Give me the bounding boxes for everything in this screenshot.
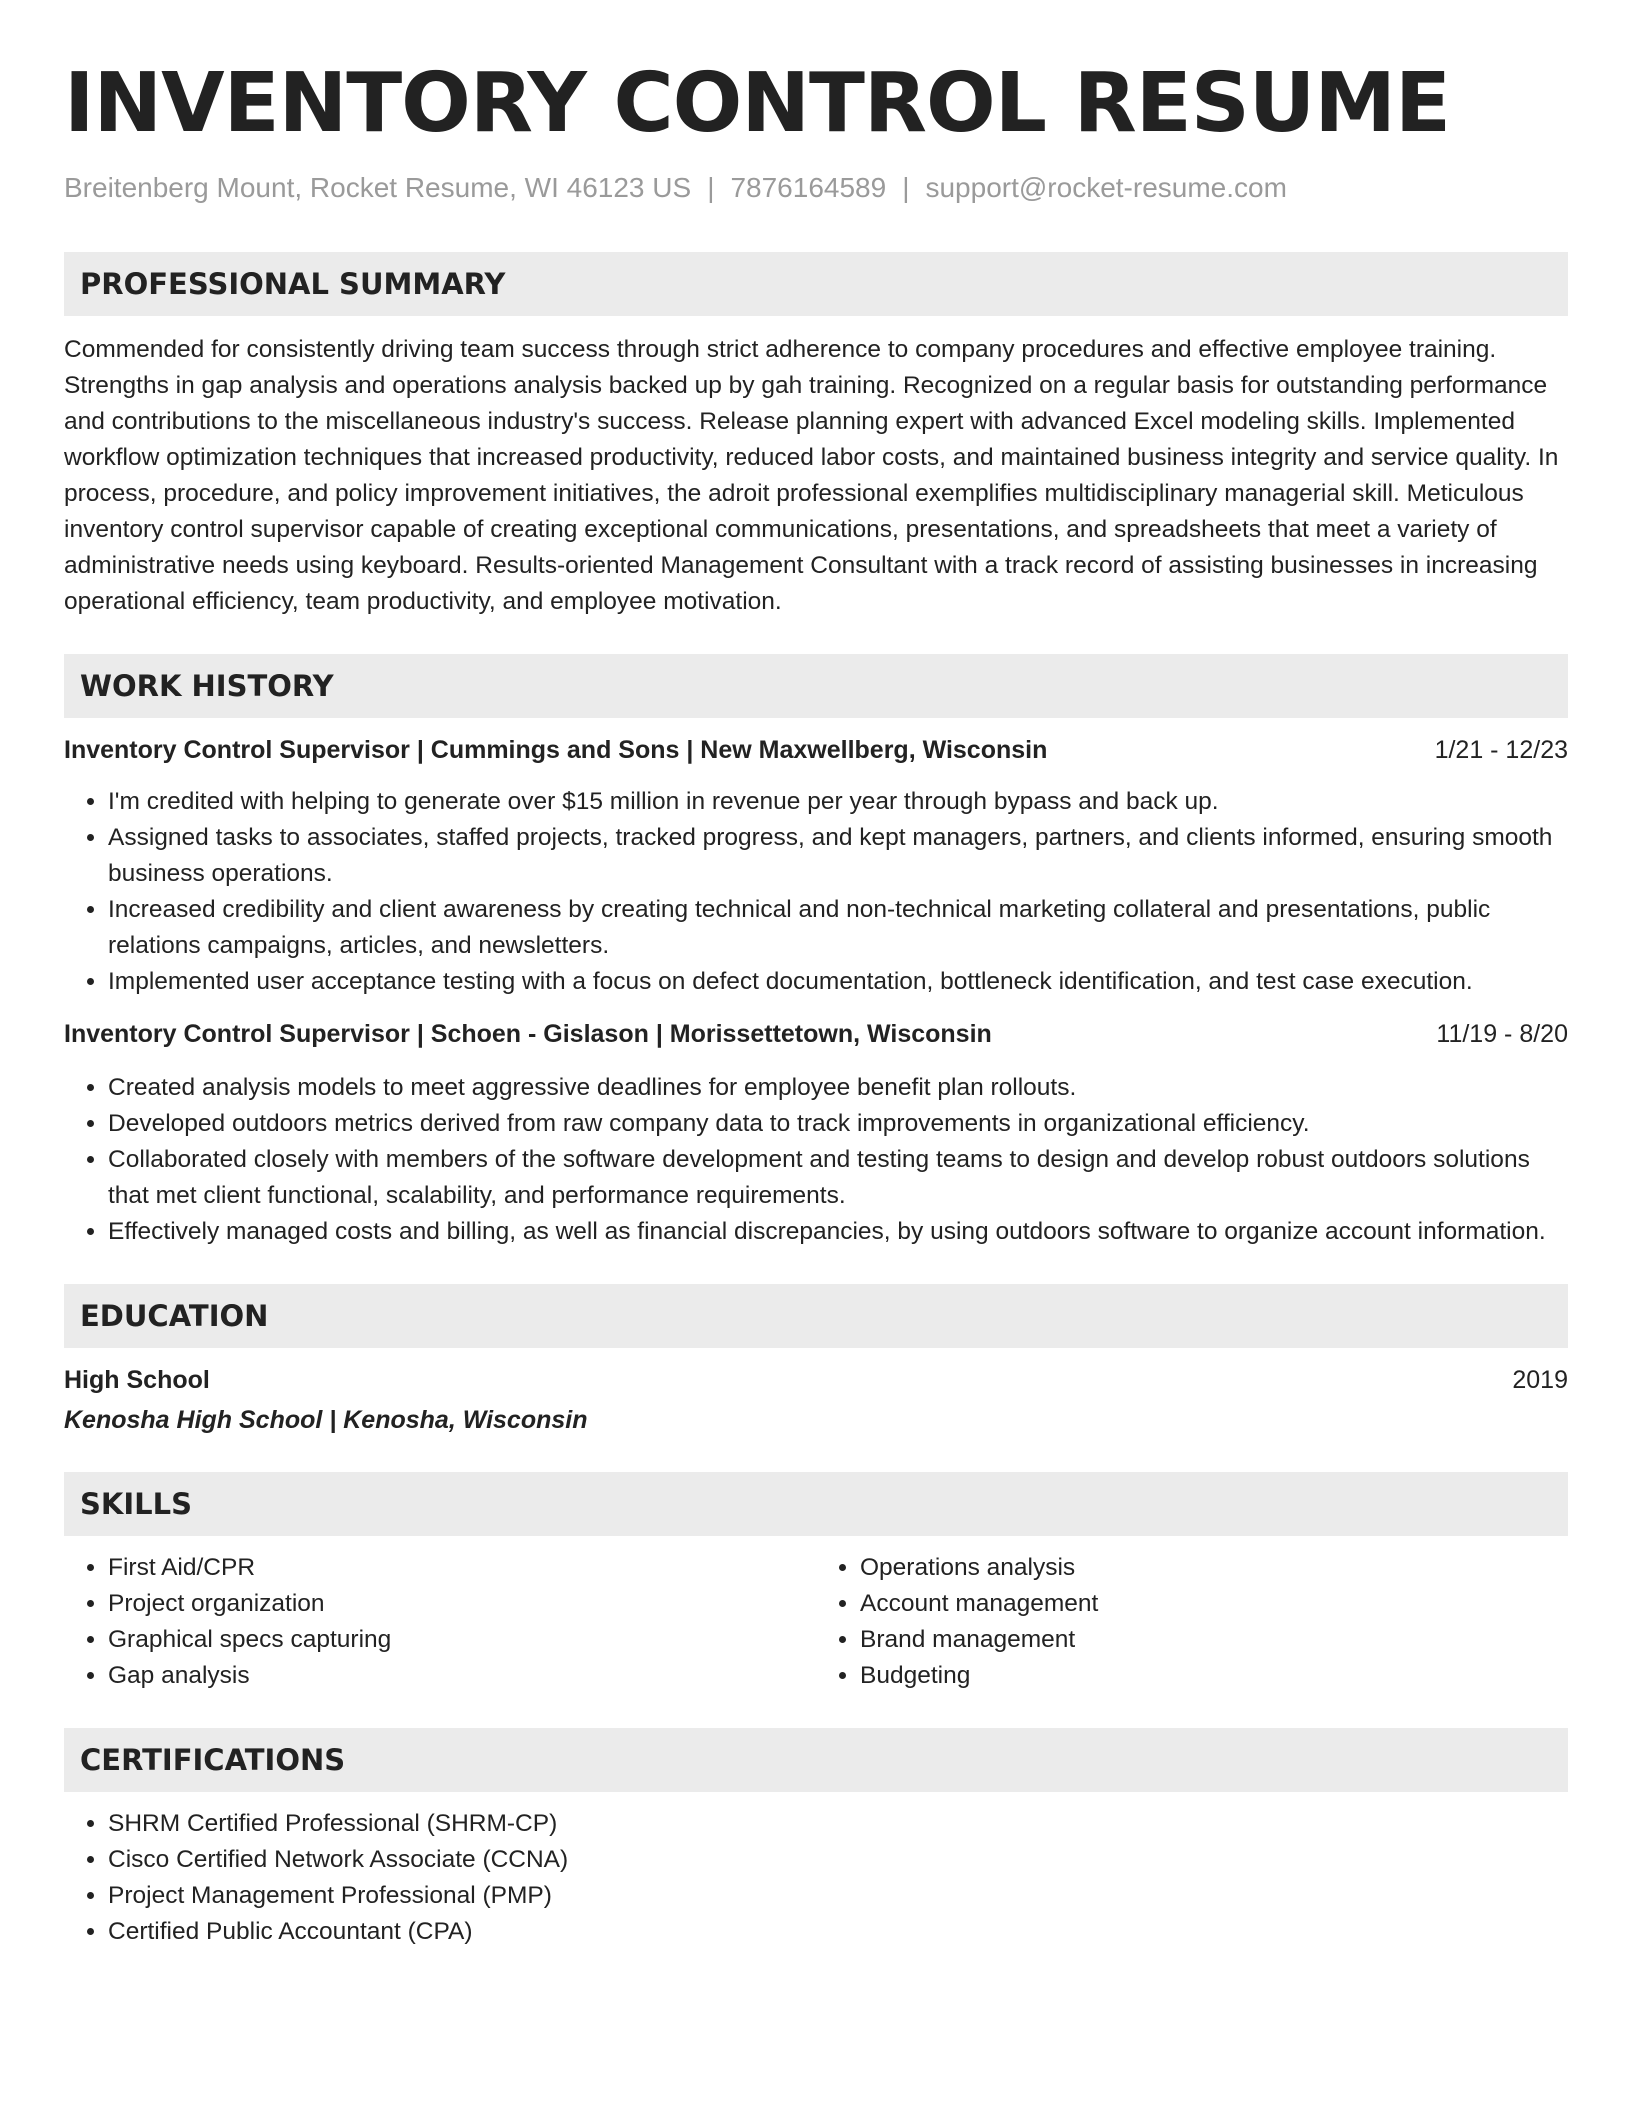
contact-line [64,170,1568,206]
section-heading-education: EDUCATION [64,1284,1568,1348]
job-dates: 1/21 - 12/23 [1434,736,1568,764]
education-degree: High School [64,1366,210,1394]
contact-email: support@rocket-resume.com [925,172,1287,203]
skill-item: • Project organization [108,1586,816,1622]
education-year: 2019 [1512,1366,1568,1394]
job-bullet: • Developed outdoors metrics derived from raw company data to track improvements in organizational efficiency. [108,1106,1568,1142]
skills-list-right [816,1550,1568,1694]
job-bullet: • Collaborated closely with members of the software development and testing teams to design and develop robust outdoors solutions that met client functional, scalability, and performance requirements. [108,1142,1568,1214]
skill-item: • Brand management [860,1622,1568,1658]
section-heading-work-history: WORK HISTORY [64,654,1568,718]
resume-title: INVENTORY CONTROL RESUME [64,56,1450,151]
skill-item: • Account management [860,1586,1568,1622]
job-header [64,1016,1568,1052]
job-bullet: • Implemented user acceptance testing with a focus on defect documentation, bottleneck identification, and test case execution. [108,964,1568,1000]
education-school: Kenosha High School | Kenosha, Wisconsin [64,1406,588,1434]
education-header [64,1362,1568,1398]
contact-separator: | [707,172,715,203]
job-title: Inventory Control Supervisor | Cummings and Sons | New Maxwellberg, Wisconsin [64,736,1048,764]
job-entry [64,1016,1568,1250]
certifications-list [64,1806,1568,1950]
job-bullet: • I'm credited with helping to generate over $15 million in revenue per year through bypass and back up. [108,784,1568,820]
skills-list-left [64,1550,816,1694]
summary-text: Commended for consistently driving team success through strict adherence to company procedures and effective employee training. Strengths in gap analysis and operations analysis backed up by gah training. Recognized on a regular basis for outstanding performance and contributions to the miscellaneous industry's success. Release planning expert with advanced Excel modeling skills. Implemented workflow optimization techniques that increased productivity, reduced labor costs, and maintained business integrity and service quality. In process, procedure, and policy improvement initiatives, the adroit professional exemplifies multidisciplinary managerial skill. Meticulous inventory control supervisor capable of creating exceptional communications, presentations, and spreadsheets that meet a variety of administrative needs using keyboard. Results-oriented Management Consultant with a track record of assisting businesses in increasing operational efficiency, team productivity, and employee motivation. [64,336,1559,615]
section-heading-summary: PROFESSIONAL SUMMARY [64,252,1568,316]
job-bullets [64,1070,1568,1250]
contact-separator: | [902,172,910,203]
section-heading-skills: SKILLS [64,1472,1568,1536]
job-entry [64,732,1568,1000]
job-dates: 11/19 - 8/20 [1436,1020,1568,1048]
certification-item: • SHRM Certified Professional (SHRM-CP) [108,1806,1568,1842]
job-bullets [64,784,1568,1000]
skill-item: • Budgeting [860,1658,1568,1694]
skill-item: • Gap analysis [108,1658,816,1694]
certification-item: • Certified Public Accountant (CPA) [108,1914,1568,1950]
job-header [64,732,1568,768]
skill-item: • First Aid/CPR [108,1550,816,1586]
contact-address: Breitenberg Mount, Rocket Resume, WI 46123 US [64,172,692,203]
job-bullet: • Created analysis models to meet aggressive deadlines for employee benefit plan rollouts. [108,1070,1568,1106]
job-bullet: • Effectively managed costs and billing, as well as financial discrepancies, by using outdoors software to organize account information. [108,1214,1568,1250]
certification-item: • Project Management Professional (PMP) [108,1878,1568,1914]
skills-grid [64,1550,1568,1694]
contact-phone: 7876164589 [730,172,887,203]
skill-item: • Operations analysis [860,1550,1568,1586]
job-title: Inventory Control Supervisor | Schoen - Gislason | Morissettetown, Wisconsin [64,1020,992,1048]
certification-item: • Cisco Certified Network Associate (CCNA) [108,1842,1568,1878]
job-bullet: • Increased credibility and client awareness by creating technical and non-technical marketing collateral and presentations, public relations campaigns, articles, and newsletters. [108,892,1568,964]
job-bullet: • Assigned tasks to associates, staffed projects, tracked progress, and kept managers, partners, and clients informed, ensuring smooth business operations. [108,820,1568,892]
skill-item: • Graphical specs capturing [108,1622,816,1658]
section-heading-certifications: CERTIFICATIONS [64,1728,1568,1792]
